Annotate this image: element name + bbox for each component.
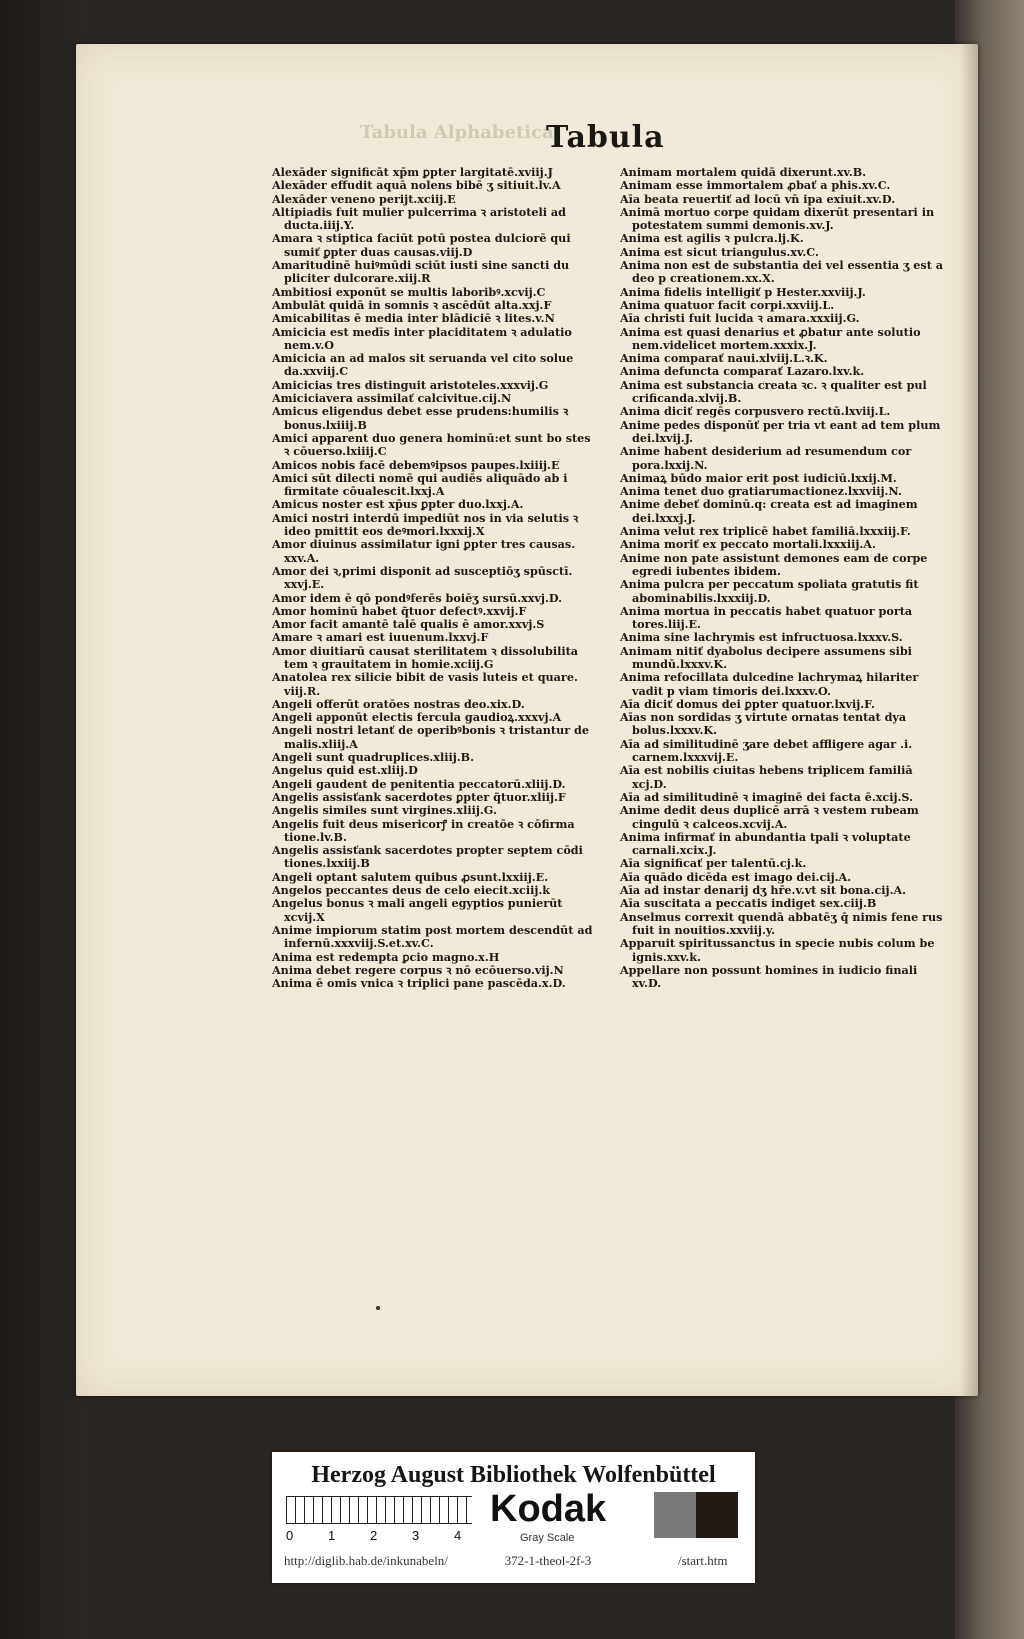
index-entry: Anime non pate assistunt demones eam de corpe egredi iubentes ibidem. [620,550,928,578]
index-entry: Angeli offerūt oratōes nostras deo.xix.D. [272,696,525,711]
index-column-right [620,166,946,990]
index-entry: Amor facit amantē talē qualis ē amor.xxvj.S [272,617,545,632]
index-entry: Anima est agilis ꝛ pulcra.lj.K. [620,231,804,246]
index-entry: Alexāder veneno perijt.xciij.E [272,191,456,206]
index-entry: Aīa ad similitudinē ꝛ imaginē dei facta ē.xcij.S. [620,789,913,804]
index-entry: Angelus bonus ꝛ mali angeli egyptios punierūt xcvij.X [272,896,563,924]
index-entry: Amicicia an ad malos sit seruanda vel cito solue da.xxviij.C [272,351,574,379]
index-entry: Angeli gaudent de penitentia peccatorū.xliij.D. [272,776,566,791]
index-entry: Amor hominū habet q̃tuor defectꝰ.xxvij.F [272,603,527,618]
index-entry: Anima velut rex triplicē habet familiā.lxxxiij.F. [620,524,911,539]
index-entry: Anima defuncta comparať Lazaro.lxv.k. [620,364,865,379]
ruler-number: 2 [370,1528,378,1543]
color-target-card [272,1452,755,1583]
index-entry: Anima est substancia creata ꝛc. ꝛ qualiter est pul crificanda.xlvij.B. [620,377,927,406]
index-entry: Aīa significať per talentū.cj.k. [620,856,807,871]
index-entry: Altipiadis fuit mulier pulcerrima ꝛ aristoteli ad ducta.iiij.Y. [272,204,566,233]
gray-scale-label: Gray Scale [520,1532,575,1544]
library-name: Herzog August Bibliothek Wolfenbüttel [311,1462,716,1488]
index-entry: Amare ꝛ amari est iuuenum.lxxvj.F [272,630,489,645]
index-entry: Aīa christi fuit lucida ꝛ amara.xxxiij.G. [620,311,860,326]
index-entry: Animam esse immortalem ꝓbať a phis.xv.C. [620,178,891,193]
index-entry: Aīa quādo dicēda est imago dei.cij.A. [620,869,852,884]
index-entry: Ambitiosi exponūt se multis laboribꝰ.xcvij.C [272,284,546,299]
index-entry: Amiciciavera assimilať calcivitue.cij.N [272,391,512,406]
kodak-logo: Kodak [490,1488,607,1530]
index-entry: Anima refocillata dulcedine lachrymaꝝ hilariter vadit p viam timoris dei.lxxxv.O. [620,670,919,698]
index-entry: Amici apparent duo genera hominū:et sunt bo stes ꝛ cōuerso.lxiiij.C [272,430,591,459]
index-entry: Amor diuinus assimilatur igni ꝑpter tres causas. xxv.A. [272,537,576,565]
index-entry: Apparuit spiritussanctus in specie nubis colum be ignis.xxv.k. [620,936,935,964]
index-entry: Amicicia est medīs inter placiditatem ꝛ adulatio nem.v.O [272,324,572,352]
index-entry: Anime dedit deus duplicē arrā ꝛ vestem rubeam cingulū ꝛ calceos.xcvij.A. [620,803,919,831]
ruler-number: 4 [454,1528,462,1543]
index-column-left [272,166,598,990]
index-entry: Anime debeť dominū.q: creata est ad imaginem dei.lxxxj.J. [620,497,918,525]
index-entry: Anatolea rex silicie bibit de vasis luteis et quare. viij.R. [272,670,578,698]
index-entry: Amicos nobis facē debemꝰipsos paupes.lxiiij.E [272,457,560,472]
source-url: http://diglib.hab.de/inkunabeln/ [284,1553,448,1568]
index-entry: Anima fidelis intelligiť p Hester.xxviij.J. [620,284,866,299]
index-entry: Amor idem ē qō pondꝰferēs boiēʒ sursū.xxvj.D. [272,590,563,605]
index-entry: Angeli apponūt electis fercula gaudioꝝ.xxxvj.A [272,710,562,725]
index-entry: Ambulāt quidā in somnis ꝛ ascēdūt alta.xxj.F [272,297,552,312]
index-entry: Anima sine lachrymis est infructuosa.lxxxv.S. [620,630,903,645]
index-entry: Alexāder effudit aquā nolens bibē ʒ sitiuit.lv.A [272,178,561,193]
index-entry: Anima ē omis vnica ꝛ triplici pane pascēda.x.D. [272,976,566,991]
index-entry: Anima diciť regēs corpusvero rectū.lxviij.L. [620,404,891,419]
index-entry: Aīa beata reuertiť ad locū vn̄ ipa exiuit.xv.D. [620,191,896,206]
index-entry: Angeli sunt quadruplices.xliij.B. [272,750,474,765]
index-entry: Aīa suscitata a peccatis indiget sex.ciij.B [620,896,877,911]
page-gutter [960,44,978,1396]
index-entry: Amor dei ꝛ,primi disponit ad susceptiōʒ spūsctī. xxvj.E. [272,563,573,592]
index-entry: Aīa ad similitudinē ʒare debet affligere agar .i. carnem.lxxxvij.E. [620,736,913,765]
index-entry: Animaꝝ būdo maior erit post iudiciū.lxxij.M. [620,470,897,485]
index-entry: Anima comparať naui.xlviij.L.ꝛ.K. [620,351,828,366]
header-show-through: Tabula Alphabetica [360,122,554,143]
index-entry: Amor diuitiarū causat sterilitatem ꝛ dissolubilita tem ꝛ grauitatem in homie.xciij.G [272,643,578,671]
index-entry: Anima est quasi denarius et ꝓbatur ante solutio nem.videlicet mortem.xxxix.J. [620,324,921,352]
index-entry: Anima mortua in peccatis habet quatuor porta tores.liij.E. [620,603,913,632]
shelfmark: 372-1-theol-2f-3 [504,1553,592,1568]
index-entry: Anima est sicut triangulus.xv.C. [620,244,819,259]
index-entry: Angeli optant salutem quibus ꝓsunt.lxxiij.E. [272,869,549,884]
index-entry: Anime habent desiderium ad resumendum cor pora.lxxij.N. [620,444,912,472]
index-entry: Angelus quid est.xliij.D [272,763,418,778]
gray-patch-dark [696,1492,738,1538]
index-entry: Amicus eligendus debet esse prudens:humilis ꝛ bonus.lxiiij.B [272,404,569,432]
page-title: Tabula [546,120,665,155]
index-entry: Anima moriť ex peccato mortali.lxxxiij.A. [620,537,876,552]
gray-patch-mid [654,1492,696,1538]
index-entry: Anima non est de substantia dei vel essentia ʒ est a deo p creationem.xx.X. [620,258,944,286]
index-entry: Amici nostri interdū impediūt nos in via selutis ꝛ ideo pmittit eos deꝰmori.lxxxij.X [272,510,579,539]
index-entry: Amici sūt dilecti nomē qui audiēs aliquādo ab i firmitate cōualescit.lxxj.A [272,470,568,499]
index-entry: Amara ꝛ stiptica faciūt potū postea dulciorē qui sumiť ꝑpter duas causas.viij.D [272,231,571,259]
index-entry: Angelis similes sunt virgines.xliij.G. [272,803,497,818]
index-entry: Animā mortuo corpe quidam dixerūt presentari in potestatem summi demonis.xv.J. [620,204,935,233]
index-entry: Anima pulcra per peccatum spoliata gratutis fit abominabilis.lxxxiij.D. [620,577,919,605]
index-entry: Aīa est nobilis ciuitas hebens triplicem familiā xcj.D. [620,763,913,791]
start-link[interactable]: /start.htm [678,1553,728,1568]
index-entry: Amaritudinē huiꝰmūdi sciūt iusti sine sancti du pliciter dulcorare.xiij.R [272,258,570,286]
index-entry: Aīas non sordidas ʒ virtute ornatas tentat dya bolus.lxxxv.K. [620,710,907,738]
index-entry: Anima infirmať in abundantia tpali ꝛ voluptate carnali.xcix.J. [620,829,911,858]
index-entry: Angeli nostri letanť de operibꝰbonis ꝛ tristantur de malis.xliij.A [272,723,589,751]
index-entry: Anima tenet duo gratiarumactionez.lxxviij.N. [620,484,902,499]
index-entry: Animam mortalem quidā dixerunt.xv.B. [620,165,867,179]
index-entry: Amicicias tres distinguit aristoteles.xxxvij.G [272,377,549,392]
index-entry: Anima est redempta ꝑcio magno.x.H [272,949,500,964]
ruler-number: 3 [412,1528,420,1543]
index-entry: Angelos peccantes deus de celo eiecit.xciij.k [272,883,551,898]
index-entry: Angelis fuit deus misericorꝭ in creatōe ꝛ cōfirma tione.lv.B. [272,816,575,844]
ruler-number: 1 [328,1528,336,1543]
index-entry: Aīa diciť domus dei ꝑpter quatuor.lxvij.F. [620,696,875,711]
index-entry: Amicus noster est xp̄us ꝑpter duo.lxxj.A. [272,497,524,512]
index-entry: Angelis assisťank sacerdotes ꝑpter q̃tuor.xliij.F [272,789,566,804]
index-entry: Anselmus correxit quendā abbatēʒ q̄ nimis fene rus fuit in nouitios.xxviij.y. [620,909,943,937]
ink-spot [376,1306,380,1310]
index-entry: Amicabilitas ē media inter blādiciē ꝛ lites.v.N [272,311,555,326]
index-entry: Alexāder significāt xp̄m ꝑpter largitatē.xviij.J [272,165,553,179]
ruler-number: 0 [286,1528,294,1543]
index-entry: Anima quatuor facit corpi.xxviij.L. [620,297,835,312]
index-entry: Anime pedes disponūť per tria vt eant ad tem plum dei.lxvij.J. [620,417,941,445]
index-entry: Animam nitiť dyabolus decipere assumens sibi mundū.lxxxv.K. [620,643,912,671]
index-entry: Anima debet regere corpus ꝛ nō ecōuerso.vij.N [272,962,564,977]
ruler-scale [286,1496,472,1524]
index-entry: Angelis assisťank sacerdotes propter septem cōdi tiones.lxxiij.B [272,843,583,871]
index-entry: Anime impiorum statim post mortem descendūt ad infernū.xxxviij.S.et.xv.C. [272,922,593,951]
index-entry: Appellare non possunt homines in iudicio finali xv.D. [620,962,918,991]
index-entry: Aīa ad instar denarij dʒ hr̄e.v.vt sit bona.cij.A. [620,883,907,898]
